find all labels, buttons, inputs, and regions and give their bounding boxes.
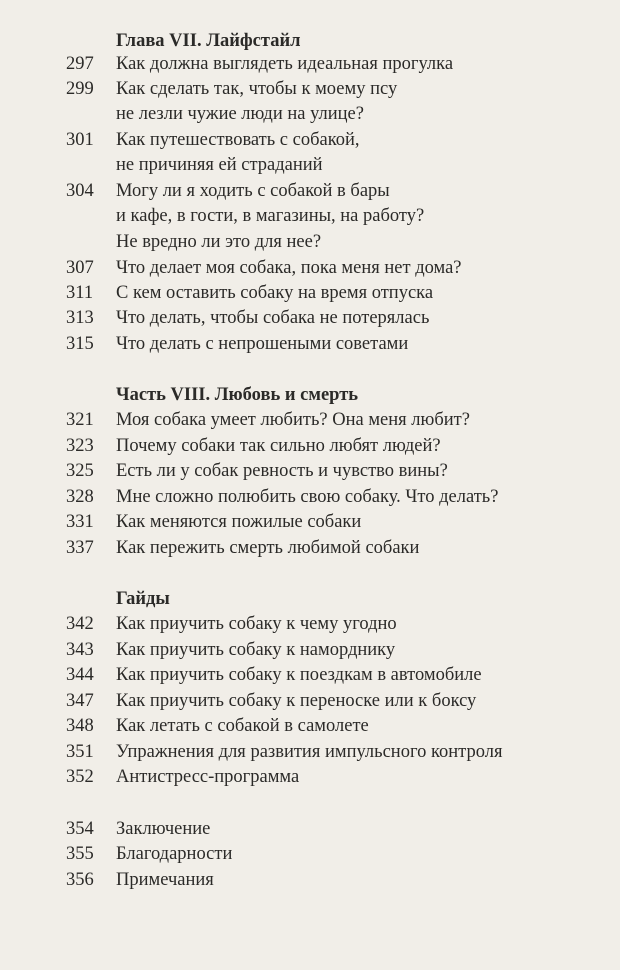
page-number: 307 — [66, 258, 94, 278]
entry-title: Почему собаки так сильно любят людей? — [116, 436, 441, 456]
page-number: 352 — [66, 767, 94, 787]
page-number: 323 — [66, 436, 94, 456]
section-heading: Гайды — [116, 589, 170, 609]
entry-title: Что делать с непрошеными советами — [116, 334, 409, 354]
entry-title: Как приучить собаку к переноске или к боксу — [116, 691, 477, 711]
page-number: 325 — [66, 461, 94, 481]
entry-title: Благодарности — [116, 844, 233, 864]
entry-title: Есть ли у собак ревность и чувство вины? — [116, 461, 448, 481]
section-heading: Часть VIII. Любовь и смерть — [116, 385, 359, 405]
section-heading: Глава VII. Лайфстайл — [116, 31, 301, 51]
entry-title: С кем оставить собаку на время отпуска — [116, 283, 434, 303]
entry-title: Примечания — [116, 870, 214, 890]
page-number: 343 — [66, 640, 94, 660]
page-number: 355 — [66, 844, 94, 864]
entry-title: Как путешествовать с собакой, не причиняя ей страданий — [116, 130, 360, 176]
page-number: 351 — [66, 742, 94, 762]
entry-title: Заключение — [116, 819, 211, 839]
entry-title: Как пережить смерть любимой собаки — [116, 538, 420, 558]
page-number: 337 — [66, 538, 94, 558]
page-number: 347 — [66, 691, 94, 711]
entry-title: Как летать с собакой в самолете — [116, 716, 369, 736]
entry-title: Что делает моя собака, пока меня нет дома? — [116, 258, 462, 278]
page-number: 304 — [66, 181, 94, 201]
page-number: 342 — [66, 614, 94, 634]
page-number: 315 — [66, 334, 94, 354]
page-number: 356 — [66, 870, 94, 890]
page-number: 354 — [66, 819, 94, 839]
entry-title: Могу ли я ходить с собакой в бары и кафе, в гости, в магазины, на работу? Не вредно ли это для нее? — [116, 181, 425, 252]
entry-title: Как приучить собаку к наморднику — [116, 640, 396, 660]
page-number: 331 — [66, 512, 94, 532]
entry-title: Как сделать так, чтобы к моему псу не лезли чужие люди на улице? — [116, 79, 398, 125]
entry-title: Упражнения для развития импульсного контроля — [116, 742, 503, 762]
entry-title: Как меняются пожилые собаки — [116, 512, 362, 532]
page-number: 299 — [66, 79, 94, 99]
entry-title: Как должна выглядеть идеальная прогулка — [116, 54, 454, 74]
page-number: 301 — [66, 130, 94, 150]
page-number: 344 — [66, 665, 94, 685]
page-number: 297 — [66, 54, 94, 74]
page-number: 311 — [66, 283, 94, 303]
page-number: 328 — [66, 487, 94, 507]
page-number: 321 — [66, 410, 94, 430]
entry-title: Как приучить собаку к чему угодно — [116, 614, 397, 634]
page-number: 348 — [66, 716, 94, 736]
entry-title: Мне сложно полюбить свою собаку. Что делать? — [116, 487, 499, 507]
entry-title: Что делать, чтобы собака не потерялась — [116, 308, 430, 328]
page-number: 313 — [66, 308, 94, 328]
entry-title: Антистресс-программа — [116, 767, 300, 787]
entry-title: Как приучить собаку к поездкам в автомобиле — [116, 665, 482, 685]
entry-title: Моя собака умеет любить? Она меня любит? — [116, 410, 470, 430]
